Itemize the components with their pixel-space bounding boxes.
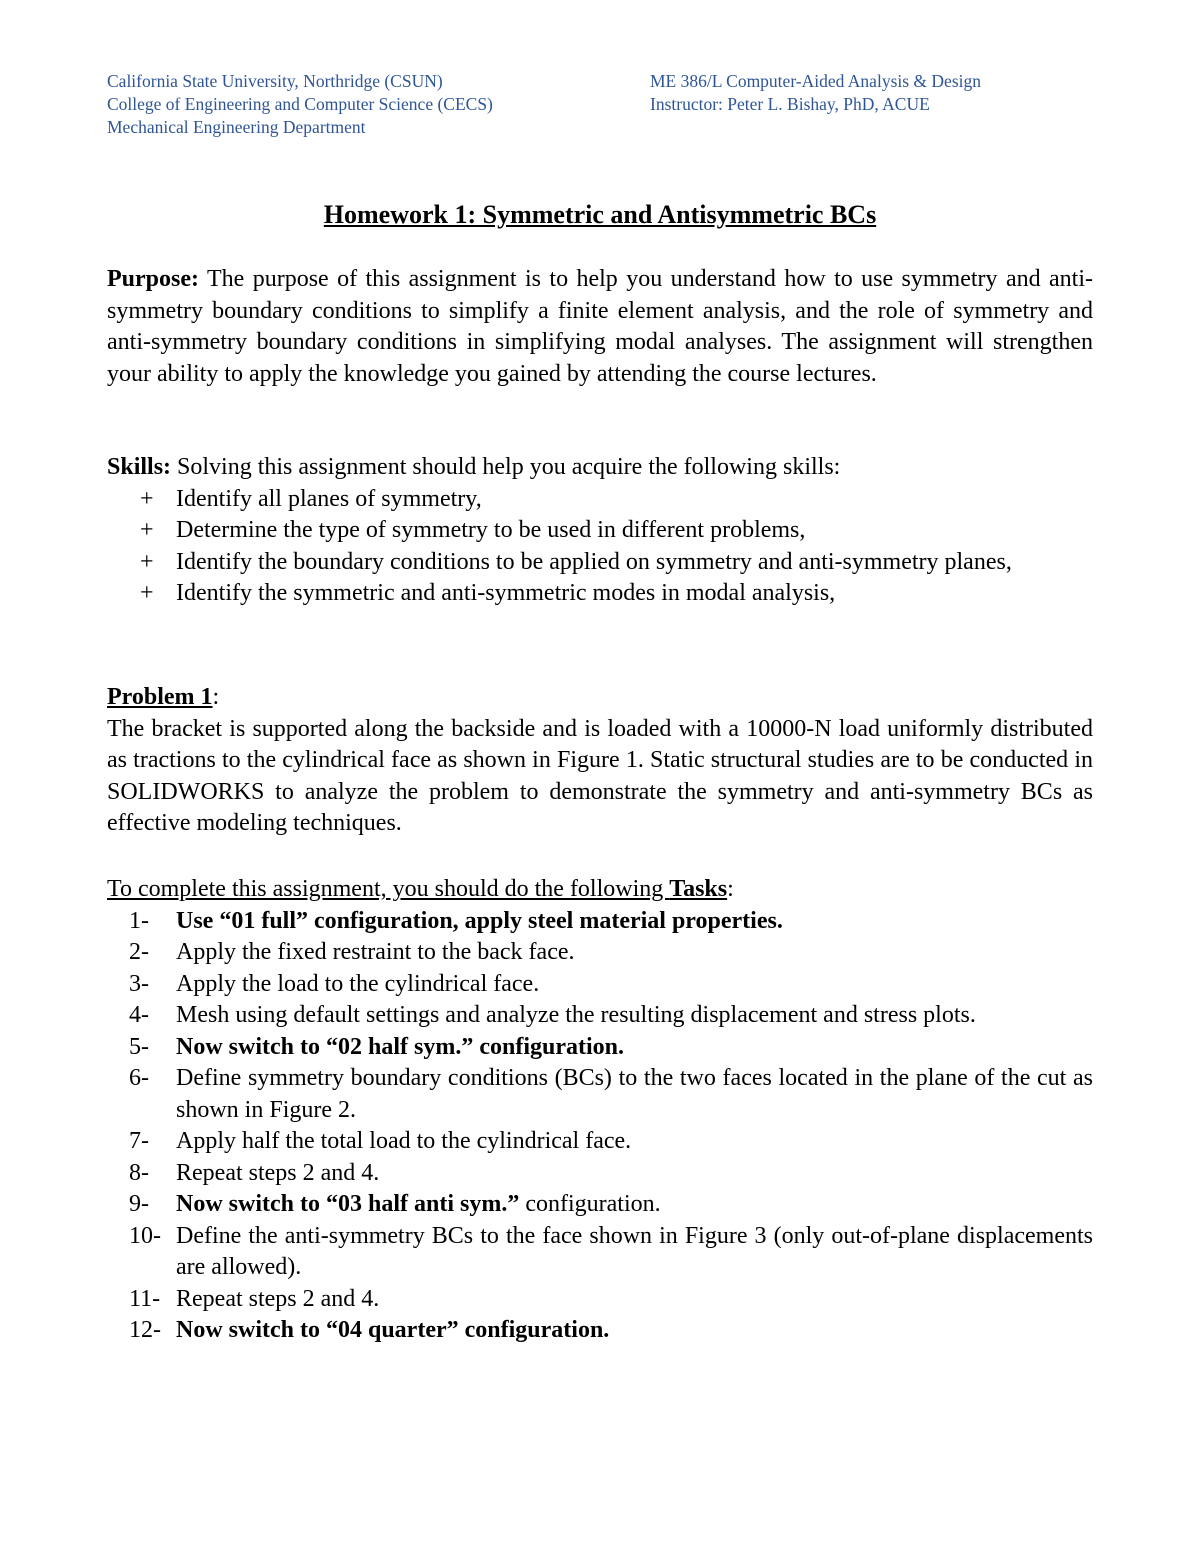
page-title: Homework 1: Symmetric and Antisymmetric BCs [323,200,877,229]
task-item [107,1221,1093,1284]
header-institution [107,70,607,139]
purpose-section [107,264,1093,390]
skills-list [107,484,1093,610]
bullet-icon: + [140,485,154,512]
task-number: 6- [129,1065,149,1091]
problem-heading [107,682,1093,714]
task-text: Use “01 full” configuration, apply steel material properties. [176,907,783,934]
task-number: 3- [129,970,149,997]
task-text: Define symmetry boundary conditions (BCs) to the two faces located in the plane of the cut as shown in Figure 2. [176,1065,1093,1123]
list-item-text: Identify all planes of symmetry, [176,485,482,512]
header-line: California State University, Northridge (CSUN) [107,71,443,91]
tasks-section [107,874,1093,1347]
skills-intro: Solving this assignment should help you acquire the following skills: [177,454,841,480]
task-text: Now switch to “04 quarter” configuration. [176,1317,610,1343]
task-number: 2- [129,939,149,965]
task-text-bold: Now switch to “03 half anti sym.” [176,1191,520,1217]
task-number: 5- [129,1033,149,1060]
skills-label: Skills: [107,454,172,480]
task-item [107,969,1093,1001]
task-number: 1- [129,907,149,934]
task-number: 10- [129,1222,161,1249]
header-line: Instructor: Peter L. Bishay, PhD, ACUE [650,94,930,114]
tasks-intro-line [107,874,1093,906]
task-item [107,906,1093,938]
task-number: 11- [129,1285,161,1312]
list-item [107,484,1093,516]
task-item [107,1000,1093,1032]
list-item [107,547,1093,579]
tasks-intro-bold: Tasks [669,876,728,902]
skills-intro-line [107,452,1093,484]
purpose-label: Purpose: [107,266,199,292]
task-item [107,1032,1093,1064]
task-text: Apply the fixed restraint to the back face. [176,939,575,965]
tasks-intro: To complete this assignment, you should do the following [107,876,670,902]
task-item [107,937,1093,969]
task-text: Repeat steps 2 and 4. [176,1159,380,1186]
problem-label: Problem 1 [107,684,213,710]
task-item [107,1315,1093,1347]
task-text: Apply half the total load to the cylindrical face. [176,1128,632,1154]
task-item [107,1126,1093,1158]
list-item-text: Identify the symmetric and anti-symmetric modes in modal analysis, [176,580,836,606]
task-number: 12- [129,1317,161,1343]
task-text-rest: configuration. [519,1191,661,1217]
task-text: Define the anti-symmetry BCs to the face shown in Figure 3 (only out-of-plane displacements are allowed). [176,1222,1093,1280]
task-item [107,1284,1093,1316]
problem-section [107,682,1093,840]
task-number: 9- [129,1191,149,1217]
header-line: Mechanical Engineering Department [107,117,366,137]
problem-text: The bracket is supported along the backside and is loaded with a 10000-N load uniformly distributed as tractions to the cylindrical face as shown in Figure 1. Static structural studies are to be conducted in SOLIDWORKS to analyze the problem to demonstrate the symmetry and anti-symmetry BCs as effective modeling techniques. [107,715,1093,836]
task-number: 7- [129,1128,149,1154]
bullet-icon: + [140,580,154,606]
header-course [650,70,1150,116]
purpose-text: The purpose of this assignment is to help you understand how to use symmetry and anti-symmetry boundary conditions to simplify a finite element analysis, and the role of symmetry and anti-symmetry boundary conditions in simplifying modal analyses. The assignment will strengthen your ability to apply the knowledge you gained by attending the course lectures. [107,266,1093,387]
task-text: Now switch to “02 half sym.” configuration. [176,1033,624,1060]
list-item [107,515,1093,547]
header-line: ME 386/L Computer-Aided Analysis & Design [650,71,981,91]
list-item [107,578,1093,610]
list-item-text: Identify the boundary conditions to be applied on symmetry and anti-symmetry planes, [176,548,1012,575]
task-item [107,1158,1093,1190]
task-text: Apply the load to the cylindrical face. [176,970,540,997]
list-item-text: Determine the type of symmetry to be used in different problems, [176,517,806,543]
header-line: College of Engineering and Computer Science (CECS) [107,94,493,114]
task-number: 8- [129,1159,149,1186]
task-text: Mesh using default settings and analyze the resulting displacement and stress plots. [176,1002,976,1028]
problem-label-suffix: : [212,684,220,710]
task-number: 4- [129,1002,149,1028]
bullet-icon: + [140,517,154,543]
bullet-icon: + [140,548,154,575]
task-item [107,1189,1093,1221]
tasks-intro-end: : [727,876,734,902]
task-item [107,1063,1093,1126]
skills-section [107,452,1093,610]
task-text: Repeat steps 2 and 4. [176,1285,380,1312]
tasks-list [107,906,1093,1347]
